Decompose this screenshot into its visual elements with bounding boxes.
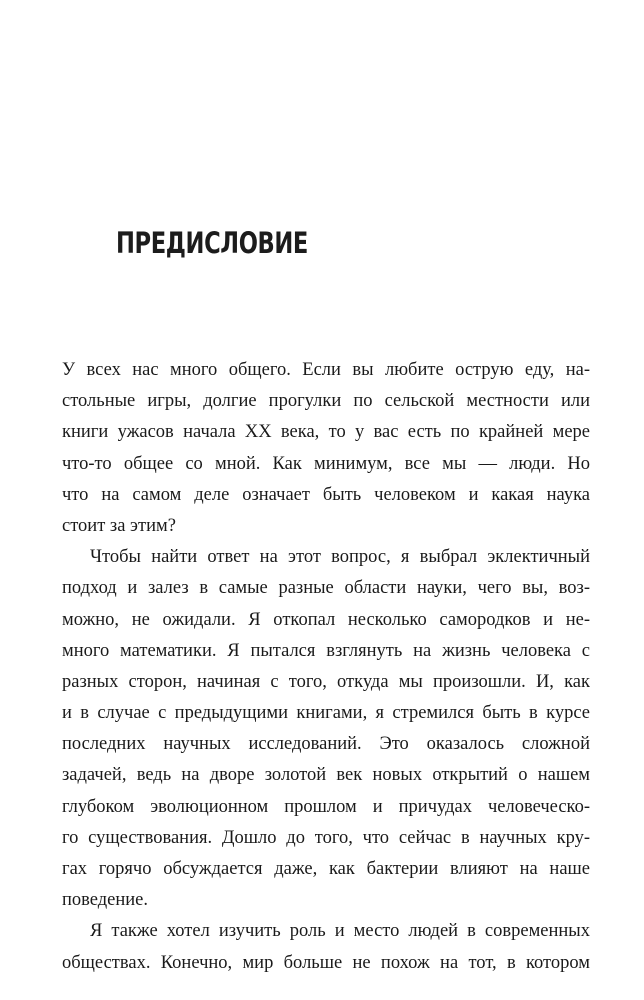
text-line: го существования. Дошло до того, что сейчас в научных кру- (62, 827, 590, 848)
text-line: и в случае с предыдущими книгами, я стремился быть в курсе (62, 703, 590, 724)
text-line: последних научных исследований. Это оказалось сложной (62, 734, 590, 755)
text-line: гах горячо обсуждается даже, как бактерии влияют на наше (62, 859, 590, 879)
text-line: подход и залез в самые разные области науки, чего вы, воз- (62, 578, 590, 599)
text-line: можно, не ожидали. Я откопал несколько самородков и не- (62, 609, 590, 630)
body-text (62, 355, 590, 979)
text-line: Я также хотел изучить роль и место людей в современных (90, 921, 590, 942)
text-line: разных сторон, начиная с того, откуда мы произошли. И, как (62, 671, 590, 692)
text-line: много математики. Я пытался взглянуть на жизнь человека с (62, 640, 590, 661)
text-line: Чтобы найти ответ на этот вопрос, я выбрал эклектичный (90, 547, 590, 568)
text-line: стоит за этим? (62, 515, 176, 536)
text-line: У всех нас много общего. Если вы любите острую еду, на- (62, 360, 590, 380)
paragraph-2 (62, 542, 590, 916)
text-line: поведение. (62, 890, 149, 911)
text-line: обществах. Конечно, мир больше не похож на тот, в котором (62, 952, 590, 973)
text-line: книги ужасов начала XX века, то у вас есть по крайней мере (62, 422, 590, 443)
text-line: глубоком эволюционном прошлом и причудах человеческо- (62, 796, 590, 817)
text-line: что на самом деле означает быть человеком и какая наука (62, 484, 590, 505)
text-line: что-то общее со мной. Как минимум, все мы — люди. Но (62, 453, 590, 474)
text-line: задачей, ведь на дворе золотой век новых открытий о нашем (62, 765, 590, 786)
text-line: стольные игры, долгие прогулки по сельской местности или (62, 391, 590, 412)
chapter-title: ПРЕДИСЛОВИЕ (116, 226, 308, 260)
paragraph-3 (62, 916, 590, 978)
paragraph-1 (62, 355, 590, 542)
